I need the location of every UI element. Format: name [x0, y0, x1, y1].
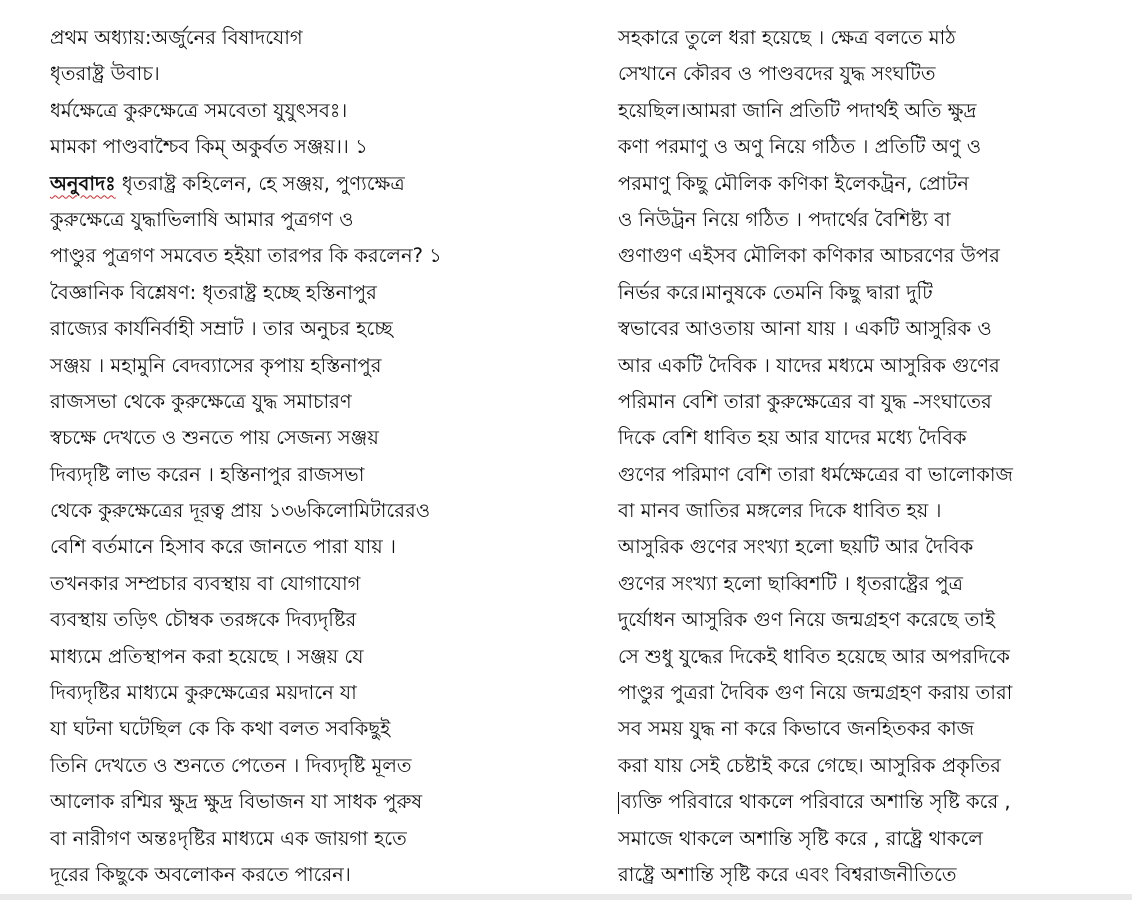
- text-line: আলোক রশ্মির ক্ষুদ্র ক্ষুদ্র বিভাজন যা সাধক পুরুষ: [50, 790, 423, 814]
- text-line: যা ঘটনা ঘটেছিল কে কি কথা বলত সবকিছুই: [50, 717, 391, 741]
- text-line: দুর্যোধন আসুরিক গুণ নিয়ে জন্মগ্রহণ করেছে তাই: [618, 608, 996, 632]
- bottom-divider: [0, 894, 1132, 900]
- text-line: বা নারীগণ অন্তঃদৃষ্টির মাধ্যমে এক জায়গা হতে: [50, 826, 407, 850]
- text-line: হয়েছিল।আমরা জানি প্রতিটি পদার্থই অতি ক্ষুদ্র: [618, 98, 977, 122]
- chapter-heading: প্রথম অধ্যায়:অর্জুনের বিষাদযোগ: [50, 26, 303, 49]
- text-line: নির্ভর করে।মানুষকে তেমনি কিছু দ্বারা দুটি: [618, 280, 933, 304]
- text-line: দিব্যদৃষ্টির মাধ্যমে কুরুক্ষেত্রের ময়দানে যা: [50, 681, 357, 705]
- text-line: পরমাণু কিছু মৌলিক কণিকা ইলেকট্রন, প্রোটন: [618, 171, 969, 195]
- translation-text: ধৃতরাষ্ট্র কহিলেন, হে সঞ্জয়, পুণ্যক্ষেত্র: [115, 171, 405, 195]
- text-line: কুরুক্ষেত্রে যুদ্ধাভিলাষি আমার পুত্রগণ ও: [50, 207, 354, 231]
- text-line: রাজসভা থেকে কুরুক্ষেত্রে যুদ্ধ সমাচারণ: [50, 389, 352, 413]
- text-line: সেখানে কৌরব ও পাণ্ডবদের যুদ্ধ সংঘটিত: [618, 62, 936, 86]
- analysis-line: বৈজ্ঞানিক বিশ্লেষণ: ধৃতরাষ্ট্র হচ্ছে হস্তিনাপুর: [50, 280, 377, 304]
- text-line: আসুরিক গুণের সংখ্যা হলো ছয়টি আর দৈবিক: [618, 535, 974, 559]
- text-line: দিকে বেশি ধাবিত হয় আর যাদের মধ্যে দৈবিক: [618, 426, 967, 450]
- text-line: সমাজে থাকলে অশান্তি সৃষ্টি করে , রাষ্ট্রে থাকলে: [618, 826, 983, 850]
- text-line: সব সময় যুদ্ধ না করে কিভাবে জনহিতকর কাজ: [618, 717, 975, 741]
- text-line: সে শুধু যুদ্ধের দিকেই ধাবিত হয়েছে আর অপরদিকে: [618, 644, 1010, 668]
- caret-line: [618, 784, 1128, 820]
- text-line: ব্যবস্থায় তড়িৎ চৌম্বক তরঙ্গকে দিব্যদৃষ্টির: [50, 608, 357, 632]
- caret-line-text: ব্যক্তি পরিবারে থাকলে পরিবারে অশান্তি সৃষ্টি করে ,: [621, 790, 1011, 814]
- text-line: দূরের কিছুকে অবলোকন করতে পারেন।: [50, 862, 351, 886]
- text-line: স্বচক্ষে দেখতে ও শুনতে পায় সেজন্য সঞ্জয়: [50, 426, 379, 450]
- text-line: গুণের সংখ্যা হলো ছাব্বিশটি । ধৃতরাষ্ট্রের পুত্র: [618, 571, 963, 595]
- text-line: করা যায় সেই চেষ্টাই করে গেছে। আসুরিক প্রকৃতির: [618, 753, 1001, 777]
- text-line: পাণ্ডুর পুত্ররা দৈবিক গুণ নিয়ে জন্মগ্রহণ করায় তারা: [618, 681, 1013, 705]
- text-line: আর একটি দৈবিক । যাদের মধ্যমে আসুরিক গুণের: [618, 353, 1000, 377]
- text-line: বেশি বর্তমানে হিসাব করে জানতে পারা যায় ।: [50, 535, 396, 559]
- translation-line: [50, 166, 570, 202]
- text-line: বা মানব জাতির মঙ্গলের দিকে ধাবিত হয় ।: [618, 499, 942, 523]
- text-line: ধৃতরাষ্ট্র উবাচ।: [50, 62, 160, 86]
- left-text-column: [50, 20, 570, 893]
- text-line: রাজ্যের কার্যনির্বাহী সম্রাট । তার অনুচর হচ্ছে: [50, 317, 393, 341]
- text-line: সঞ্জয় । মহামুনি বেদব্যাসের কৃপায় হস্তিনাপুর: [50, 353, 382, 377]
- text-line: গুণের পরিমাণ বেশি তারা ধর্মক্ষেত্রের বা ভালোকাজ: [618, 462, 1013, 486]
- text-line: মামকা পাণ্ডবাশ্চৈব কিম্ অকুর্বত সঞ্জয়।। ১: [50, 135, 368, 159]
- text-line: সহকারে তুলে ধরা হয়েছে । ক্ষেত্র বলতে মাঠ: [618, 26, 956, 49]
- translation-label: অনুবাদঃ: [50, 171, 116, 195]
- text-line: স্বভাবের আওতায় আনা যায় । একটি আসুরিক ও: [618, 317, 992, 341]
- text-line: কণা পরমাণু ও অণু নিয়ে গঠিত । প্রতিটি অণু ও: [618, 135, 982, 159]
- text-line: রাষ্ট্রে অশান্তি সৃষ্টি করে এবং বিশ্বরাজনীতিতে: [618, 862, 957, 886]
- right-text-column: [618, 20, 1128, 893]
- text-caret: [618, 792, 619, 814]
- text-line: দিব্যদৃষ্টি লাভ করেন । হস্তিনাপুর রাজসভা: [50, 462, 365, 486]
- text-line: গুণাগুণ এইসব মৌলিকা কণিকার আচরণের উপর: [618, 244, 1000, 268]
- text-line: পাণ্ডুর পুত্রগণ সমবেত হইয়া তারপর কি করলেন? ১: [50, 244, 442, 268]
- text-line: তখনকার সম্প্রচার ব্যবস্থায় বা যোগাযোগ: [50, 571, 361, 595]
- text-line: ধর্মক্ষেত্রে কুরুক্ষেত্রে সমবেতা যুযুৎসবঃ।: [50, 98, 348, 122]
- text-line: থেকে কুরুক্ষেত্রের দূরত্ব প্রায় ১৩৬কিলোমিটারেরও: [50, 499, 431, 523]
- text-line: তিনি দেখতে ও শুনতে পেতেন । দিব্যদৃষ্টি মূলত: [50, 753, 412, 777]
- text-line: ও নিউট্রন নিয়ে গঠিত । পদার্থের বৈশিষ্ট্য বা: [618, 207, 951, 231]
- text-line: পরিমান বেশি তারা কুরুক্ষেত্রের বা যুদ্ধ -সংঘাতের: [618, 389, 992, 413]
- text-line: মাধ্যমে প্রতিস্থাপন করা হয়েছে । সঞ্জয় যে: [50, 644, 364, 668]
